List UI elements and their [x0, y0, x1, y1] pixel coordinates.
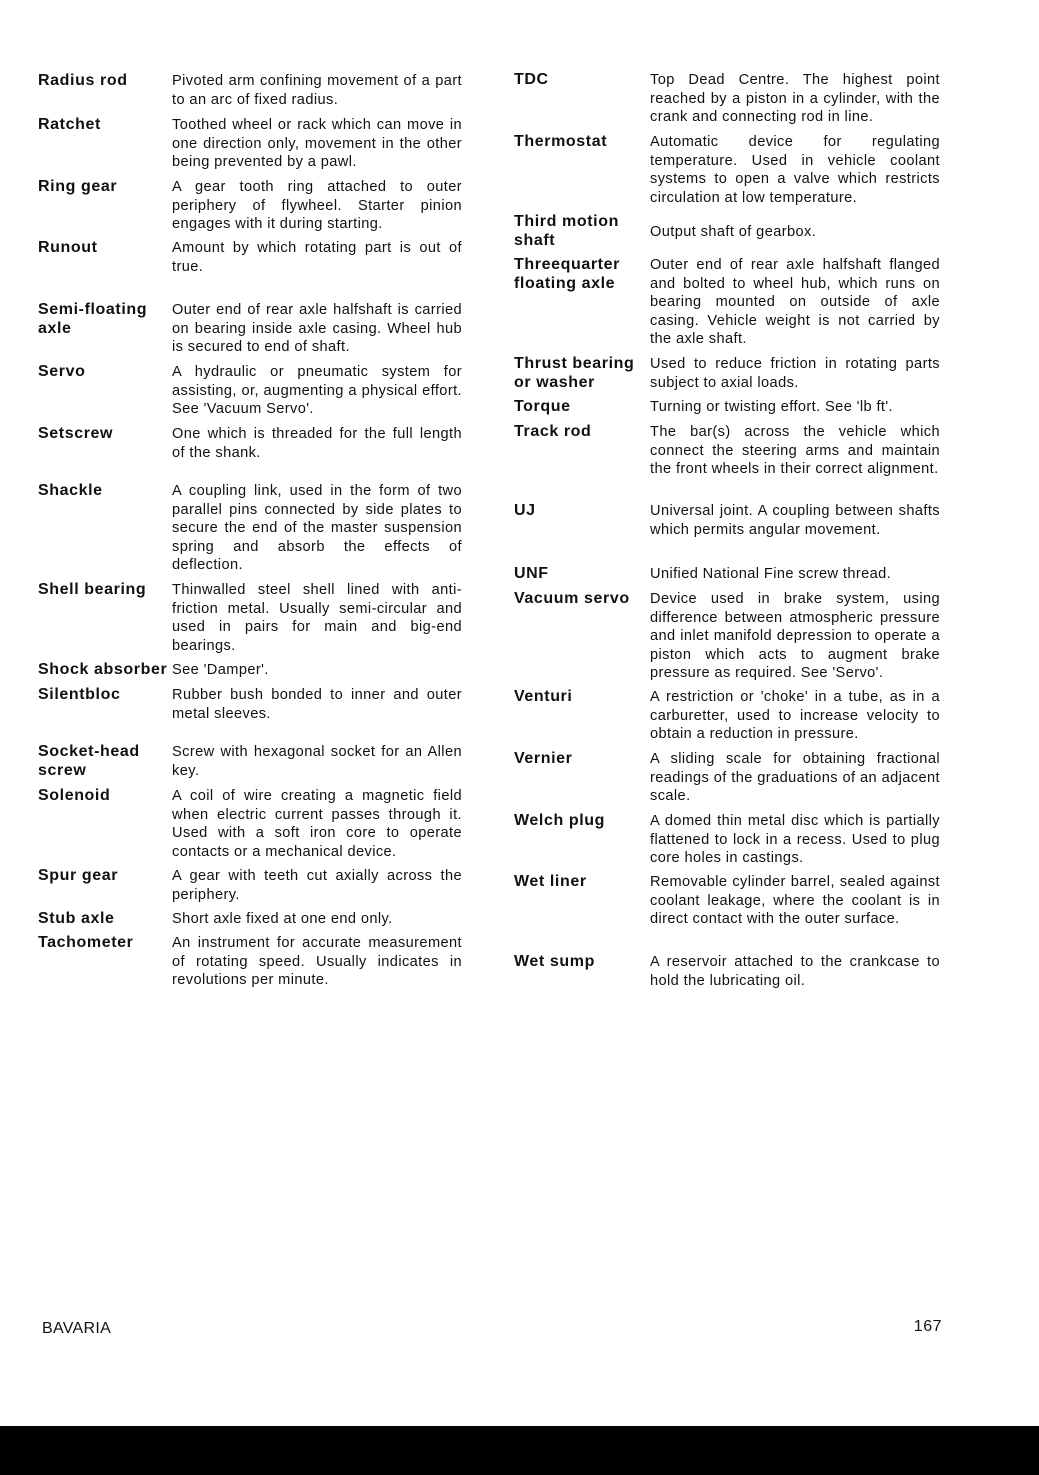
glossary-definition: Device used in brake system, using difference between atmospheric pressure and inlet manifold depression to operate a piston which acts to augment brake pressure as required. See 'Servo'. — [650, 591, 940, 682]
glossary-definition: Used to reduce friction in rotating parts subject to axial loads. — [650, 356, 940, 391]
glossary-term: Shell bearing — [38, 581, 147, 598]
glossary-term: Vacuum servo — [514, 590, 630, 607]
glossary-definition: Outer end of rear axle halfshaft flanged and bolted to wheel hub, which runs on bearing mounted on outside of axle casing. Vehicle weight is not carried by the axle shaft. — [650, 257, 940, 348]
glossary-term: Setscrew — [38, 425, 114, 442]
glossary-term: Stub axle — [38, 910, 115, 927]
glossary-term: Servo — [38, 363, 86, 380]
glossary-definition: See 'Damper'. — [172, 662, 269, 678]
glossary-definition: Removable cylinder barrel, sealed against coolant leakage, where the coolant is in direct contact with the outer surface. — [650, 874, 940, 928]
glossary-definition: A gear tooth ring attached to outer periphery of flywheel. Starter pinion engages with it during starting. — [172, 179, 462, 233]
glossary-definition: Automatic device for regulating temperature. Used in vehicle coolant systems to open a valve which restricts circulation at low temperature. — [650, 134, 940, 206]
glossary-definition: A sliding scale for obtaining fractional readings of the graduations of an adjacent scale. — [650, 751, 940, 805]
glossary-term: Vernier — [514, 750, 573, 767]
glossary-term: Silentbloc — [38, 686, 121, 703]
glossary-term: Welch plug — [514, 812, 606, 829]
glossary-term: Torque — [514, 398, 571, 415]
glossary-left-column — [38, 0, 478, 1000]
glossary-term: Ring gear — [38, 178, 118, 195]
glossary-definition: Rubber bush bonded to inner and outer metal sleeves. — [172, 687, 462, 722]
footer-book-title: BAVARIA — [42, 1320, 112, 1337]
glossary-definition: A gear with teeth cut axially across the periphery. — [172, 868, 462, 903]
glossary-definition: Toothed wheel or rack which can move in one direction only, movement in the other being prevented by a pawl. — [172, 117, 462, 171]
glossary-definition: A domed thin metal disc which is partially flattened to lock in a recess. Used to plug core holes in castings. — [650, 813, 940, 867]
glossary-term: Third motion shaft — [514, 213, 619, 249]
page-number: 167 — [913, 1318, 942, 1335]
glossary-term: Solenoid — [38, 787, 111, 804]
glossary-definition: Outer end of rear axle halfshaft is carried on bearing inside axle casing. Wheel hub is secured to end of shaft. — [172, 302, 462, 356]
glossary-definition: Pivoted arm confining movement of a part to an arc of fixed radius. — [172, 73, 462, 108]
glossary-definition: Universal joint. A coupling between shafts which permits angular movement. — [650, 503, 940, 538]
glossary-term: Runout — [38, 239, 98, 256]
glossary-term: Shock absorber — [38, 661, 168, 678]
glossary-term: Venturi — [514, 688, 573, 705]
glossary-definition: A coil of wire creating a magnetic field when electric current passes through it. Used with a soft iron core to operate contacts or a mechanical device. — [172, 788, 462, 860]
glossary-definition: Short axle fixed at one end only. — [172, 911, 393, 927]
glossary-definition: The bar(s) across the vehicle which connect the steering arms and maintain the front wheels in their correct alignment. — [650, 424, 940, 478]
glossary-term: Ratchet — [38, 116, 101, 133]
glossary-definition: Amount by which rotating part is out of true. — [172, 240, 462, 275]
glossary-term: Spur gear — [38, 867, 119, 884]
glossary-definition: One which is threaded for the full length of the shank. — [172, 426, 462, 461]
glossary-definition: A coupling link, used in the form of two parallel pins connected by side plates to secure the end of the master suspension spring and absorb the effects of deflection. — [172, 483, 462, 574]
glossary-definition: Top Dead Centre. The highest point reached by a piston in a cylinder, with the crank and connecting rod in line. — [650, 72, 940, 126]
glossary-right-column — [514, 0, 942, 1000]
glossary-definition: Thinwalled steel shell lined with anti-friction metal. Usually semi-circular and used in pairs for main and big-end bearings. — [172, 582, 462, 654]
glossary-definition: Turning or twisting effort. See 'lb ft'. — [650, 399, 894, 415]
glossary-term: Socket-head screw — [38, 743, 140, 779]
glossary-definition: A restriction or 'choke' in a tube, as in a carburetter, used to increase velocity to obtain a reduction in pressure. — [650, 689, 940, 743]
glossary-term: Shackle — [38, 482, 103, 499]
glossary-definition: Unified National Fine screw thread. — [650, 566, 892, 582]
glossary-definition: An instrument for accurate measurement of rotating speed. Usually indicates in revolutions per minute. — [172, 935, 462, 989]
glossary-term: Threequarter floating axle — [514, 256, 620, 292]
glossary-term: TDC — [514, 71, 549, 88]
glossary-term: Track rod — [514, 423, 592, 440]
glossary-definition: A hydraulic or pneumatic system for assisting, or, augmenting a physical effort. See 'Vacuum Servo'. — [172, 364, 462, 418]
glossary-definition: Screw with hexagonal socket for an Allen key. — [172, 744, 462, 779]
glossary-term: UJ — [514, 502, 536, 519]
glossary-definition: A reservoir attached to the crankcase to hold the lubricating oil. — [650, 954, 940, 989]
glossary-term: Wet sump — [514, 953, 595, 970]
glossary-term: Thermostat — [514, 133, 608, 150]
glossary-definition: Output shaft of gearbox. — [650, 224, 817, 240]
glossary-term: Wet liner — [514, 873, 587, 890]
glossary-term: UNF — [514, 565, 549, 582]
glossary-term: Radius rod — [38, 72, 128, 89]
glossary-term: Tachometer — [38, 934, 134, 951]
scan-edge-bar — [0, 1426, 1039, 1475]
glossary-term: Semi-floating axle — [38, 301, 148, 337]
glossary-term: Thrust bearing or washer — [514, 355, 635, 391]
